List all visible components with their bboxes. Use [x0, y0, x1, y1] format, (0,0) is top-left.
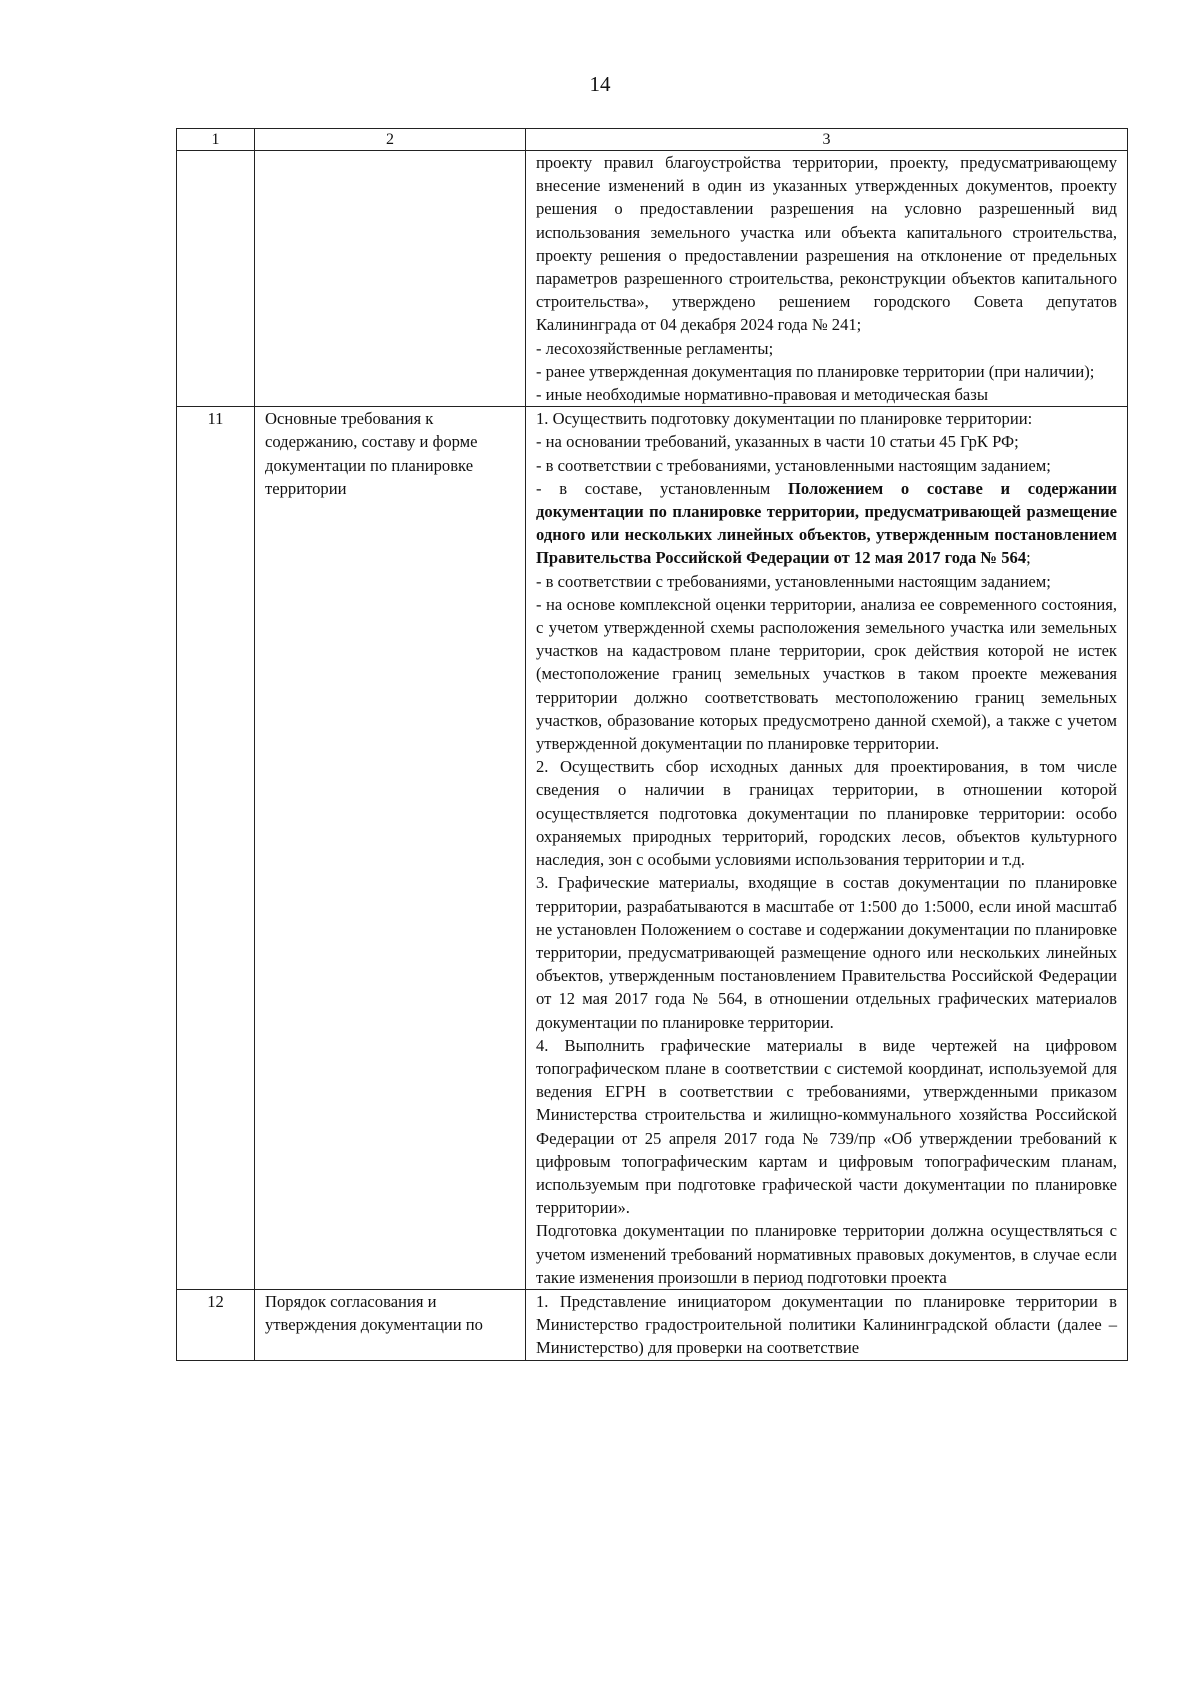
table-header-row — [177, 129, 1128, 151]
paragraph: Подготовка документации по планировке территории должна осуществляться с учетом изменений требований нормативных правовых документов, в случае если такие изменения произошли в период подготовки проекта — [536, 1221, 1117, 1287]
paragraph: - лесохозяйственные регламенты; — [536, 338, 774, 358]
header-col-3: 3 — [526, 129, 1128, 151]
table-row-continuation — [177, 151, 1128, 407]
row-label — [255, 407, 526, 1290]
header-col-1: 1 — [177, 129, 255, 151]
paragraph-suffix: ; — [1026, 548, 1031, 568]
row-number-cell — [177, 151, 255, 407]
row-label-cell — [255, 151, 526, 407]
header-col-2: 2 — [255, 129, 526, 151]
paragraph: - на основе комплексной оценки территории, анализа ее современного состояния, с учетом утвержденной схемы расположения земельного участка или земельных участков на кадастровом плане территории, срок действия которой не истек (местоположение границ земельных участков в таком проекте межевания территории должно соответствовать местоположению границ земельных участков, образование которых предусмотрено данной схемой), а также с учетом утвержденной документации по планировке территории. — [536, 594, 1117, 754]
paragraph: 1. Осуществить подготовку документации по планировке территории: — [536, 409, 1033, 429]
row-content-cell — [526, 151, 1128, 407]
row-label-text: Порядок согласования и утверждения документации по — [265, 1291, 483, 1335]
paragraph: проекту правил благоустройства территории, проекту, предусматривающему внесение изменений в один из указанных утвержденных документов, проекту решения о предоставлении разрешения на условно разрешенный вид использования земельного участка или объекта капитального строительства, проекту решения о предоставлении разрешения на отклонение от предельных параметров разрешенного строительства, реконструкции объектов капитального строительства», утверждено решением городского Совета депутатов Калининграда от 04 декабря 2024 года № 241; — [536, 153, 1117, 335]
row-content-cell — [526, 1289, 1128, 1360]
bold-reference: Положением о составе и содержании документации по планировке территории, предусматривающей размещение одного или нескольких линейных объектов, утвержденным постановлением Правительства Российской Федерации от 12 мая 2017 года № 564 — [536, 478, 1117, 568]
paragraph: - на основании требований, указанных в части 10 статьи 45 ГрК РФ; — [536, 432, 1019, 452]
requirements-table — [176, 128, 1128, 1361]
row-number: 12 — [177, 1289, 255, 1360]
row-label-text: Основные требования к содержанию, составу и форме документации по планировке территории — [265, 409, 478, 498]
paragraph: - в соответствии с требованиями, установленными настоящим заданием; — [536, 455, 1051, 475]
table-row-11 — [177, 407, 1128, 1290]
row-content-cell — [526, 407, 1128, 1290]
row-label — [255, 1289, 526, 1360]
paragraph — [536, 477, 1117, 570]
paragraph: 1. Представление инициатором документации по планировке территории в Министерство градостроительной политики Калининградской области (далее – Министерство) для проверки на соответствие — [536, 1291, 1117, 1358]
paragraph: 4. Выполнить графические материалы в виде чертежей на цифровом топографическом плане в соответствии с системой координат, используемой для ведения ЕГРН в соответствии с требованиями, утвержденными приказом Министерства строительства и жилищно-коммунального хозяйства Российской Федерации от 25 апреля 2017 года № 739/пр «Об утверждении требований к цифровым топографическим картам и цифровым топографическим планам, используемым при подготовке графической части документации по планировке территории». — [536, 1035, 1117, 1218]
row-number: 11 — [177, 407, 255, 1290]
page-number: 14 — [589, 72, 611, 96]
paragraph: - иные необходимые нормативно-правовая и методическая базы — [536, 385, 988, 405]
paragraph: - ранее утвержденная документация по планировке территории (при наличии); — [536, 361, 1095, 381]
paragraph: 3. Графические материалы, входящие в состав документации по планировке территории, разрабатываются в масштабе от 1:500 до 1:5000, если иной масштаб не установлен Положением о составе и содержании документации по планировке территории, предусматривающей размещение одного или нескольких линейных объектов, утвержденным постановлением Правительства Российской Федерации от 12 мая 2017 года № 564, в отношении отдельных графических материалов документации по планировке территории. — [536, 873, 1117, 1032]
paragraph: 2. Осуществить сбор исходных данных для проектирования, в том числе сведения о наличии в границах территории, в отношении которой осуществляется подготовка документации по планировке территории: особо охраняемых природных территорий, городских лесов, объектов культурного наследия, зон с особыми условиями использования территории и т.д. — [536, 757, 1117, 870]
paragraph: - в соответствии с требованиями, установленными настоящим заданием; — [536, 571, 1051, 591]
paragraph-prefix: - в составе, установленным — [536, 478, 788, 498]
table-row-12 — [177, 1289, 1128, 1360]
